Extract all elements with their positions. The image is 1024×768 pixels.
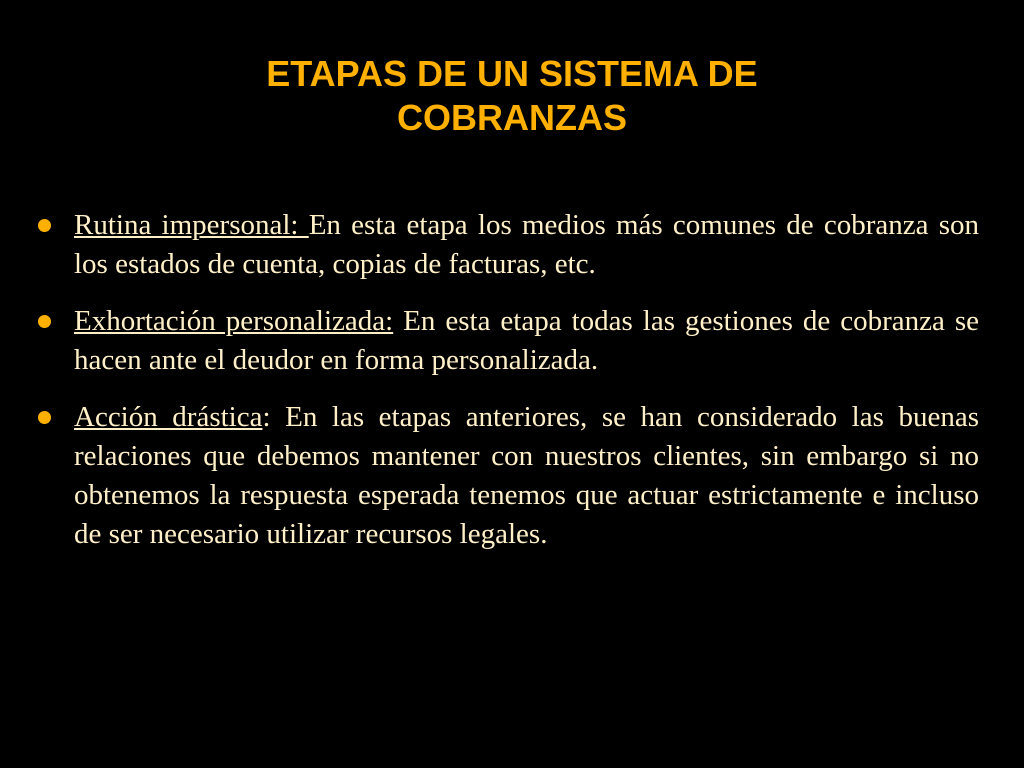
bullet-dot-icon [38, 411, 51, 424]
bullet-term: Rutina impersonal: [74, 209, 309, 241]
bullet-item-accion-drastica [36, 398, 979, 554]
bullet-term: Acción drástica [74, 401, 263, 433]
bullet-text: En esta etapa todas las gestiones de cobranza se hacen ante el deudor en forma personalizada. [74, 305, 979, 376]
bullet-list [36, 206, 979, 572]
bullet-text: En esta etapa los medios más comunes de cobranza son los estados de cuenta, copias de facturas, etc. [74, 209, 980, 280]
bullet-item-exhortacion-personalizada [36, 302, 979, 380]
bullet-item-rutina-impersonal [36, 206, 979, 284]
bullet-term: Exhortación personalizada: [74, 305, 394, 337]
bullet-dot-icon [38, 219, 51, 232]
slide-title-line-2: COBRANZAS [397, 97, 627, 138]
slide-title [0, 52, 1024, 140]
bullet-dot-icon [38, 315, 51, 328]
slide-title-line-1: ETAPAS DE UN SISTEMA DE [266, 53, 758, 94]
bullet-text: : En las etapas anteriores, se han considerado las buenas relaciones que debemos mantener con nuestros clientes, sin embargo si no obtenemos la respuesta esperada tenemos que actuar estrictamente e incluso de ser necesario utilizar recursos legales. [74, 401, 979, 550]
